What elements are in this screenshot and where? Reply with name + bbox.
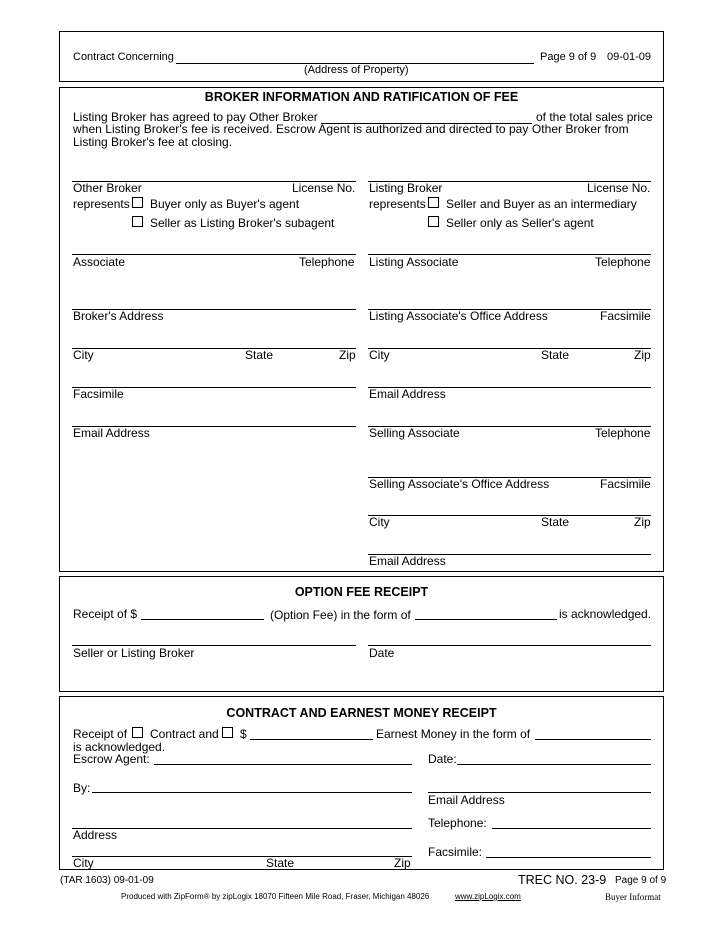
selling-city-line[interactable] [368, 515, 651, 516]
intermediary-checkbox[interactable] [428, 197, 439, 208]
associate-label: Associate [73, 255, 126, 269]
footer-page-number: Page 9 of 9 [615, 875, 667, 886]
listing-associate-label: Listing Associate [369, 255, 459, 269]
other-license-label: License No. [292, 181, 356, 195]
produced-with-text: Produced with ZipForm® by zipLogix 18070 Fifteen Mile Road, Fraser, Michigan 48026 [121, 892, 430, 901]
earnest-date-line[interactable] [457, 764, 651, 765]
earnest-zip-label: Zip [394, 856, 411, 870]
earnest-facsimile-label: Facsimile: [428, 845, 483, 859]
seller-agent-checkbox[interactable] [428, 216, 439, 227]
contract-concerning-label: Contract Concerning [73, 51, 174, 63]
option-acknowledged-label: is acknowledged. [559, 607, 652, 621]
seller-subagent-checkbox[interactable] [132, 216, 143, 227]
listing-represents-label: represents [369, 197, 426, 211]
option-fee-title: OPTION FEE RECEIPT [294, 585, 429, 599]
right-city-label: City [369, 348, 390, 362]
earnest-email-label: Email Address [428, 793, 505, 807]
earnest-telephone-line[interactable] [492, 828, 651, 829]
other-broker-label: Other Broker [73, 181, 142, 195]
tar-form-number: (TAR 1603) 09-01-09 [60, 875, 154, 886]
broker-section-title: BROKER INFORMATION AND RATIFICATION OF FEE [204, 90, 519, 104]
earnest-dollar-label: $ [240, 727, 247, 741]
selling-associate-label: Selling Associate [369, 426, 460, 440]
broker-section-box [59, 87, 664, 572]
listing-broker-label: Listing Broker [369, 181, 443, 195]
selling-city-label: City [369, 515, 390, 529]
option-amount-line[interactable] [141, 619, 264, 620]
broker-para-line2: when Listing Broker's fee is received. Escrow Agent is authorized and directed to pay Other Broker from [73, 122, 629, 136]
right-email-label: Email Address [369, 387, 446, 401]
page-number: Page 9 of 9 [540, 51, 597, 63]
broker-para-line1a: Listing Broker has agreed to pay Other Broker [73, 110, 318, 124]
escrow-agent-label: Escrow Agent: [73, 752, 150, 766]
earnest-address-label: Address [73, 828, 118, 842]
selling-email-label: Email Address [369, 554, 446, 568]
selling-facsimile-label: Facsimile [600, 477, 651, 491]
trec-form-number: TREC NO. 23-9 [518, 873, 607, 887]
contract-checkbox[interactable] [132, 727, 143, 738]
option-fee-label: (Option Fee) in the form of [270, 608, 411, 622]
buyer-agent-checkbox[interactable] [132, 197, 143, 208]
contract-and-label: Contract and [150, 727, 219, 741]
earnest-date-label: Date: [428, 752, 457, 766]
listing-office-label: Listing Associate's Office Address [369, 309, 548, 323]
buyer-agent-label: Buyer only as Buyer's agent [150, 197, 300, 211]
earnest-money-title: CONTRACT AND EARNEST MONEY RECEIPT [226, 706, 497, 720]
earnest-money-box [59, 696, 664, 870]
option-receipt-label: Receipt of $ [73, 607, 138, 621]
earnest-address-line[interactable] [72, 828, 412, 829]
left-city-line[interactable] [72, 348, 356, 349]
broker-para-line3: Listing Broker's fee at closing. [73, 135, 233, 149]
earnest-city-line[interactable] [72, 856, 412, 857]
earnest-receipt-label: Receipt of [73, 727, 128, 741]
intermediary-label: Seller and Buyer as an intermediary [446, 197, 637, 211]
brokers-address-label: Broker's Address [73, 309, 164, 323]
earnest-city-label: City [73, 856, 94, 870]
right-state-label: State [541, 348, 570, 362]
listing-facsimile-label: Facsimile [600, 309, 651, 323]
option-date-label: Date [369, 646, 395, 660]
selling-telephone-label: Telephone [595, 426, 651, 440]
left-zip-label: Zip [339, 348, 356, 362]
broker-para-line1b: of the total sales price [536, 110, 653, 124]
by-label: By: [73, 781, 91, 795]
by-signature-line[interactable] [92, 792, 412, 793]
earnest-amount-line[interactable] [250, 739, 373, 740]
option-form-line[interactable] [415, 619, 557, 620]
right-city-line[interactable] [368, 348, 651, 349]
earnest-facsimile-line[interactable] [486, 857, 651, 858]
associate-telephone-label: Telephone [299, 255, 355, 269]
selling-state-label: State [541, 515, 570, 529]
earnest-state-label: State [266, 856, 295, 870]
left-state-label: State [245, 348, 274, 362]
other-represents-label: represents [73, 197, 130, 211]
option-seller-label: Seller or Listing Broker [73, 646, 195, 660]
left-city-label: City [73, 348, 94, 362]
selling-office-label: Selling Associate's Office Address [369, 477, 550, 491]
document-name: Buyer Informat [605, 892, 661, 902]
option-date-line[interactable] [368, 645, 651, 646]
earnest-form-line[interactable] [535, 739, 651, 740]
address-caption: (Address of Property) [304, 64, 409, 76]
left-email-label: Email Address [73, 426, 150, 440]
earnest-telephone-label: Telephone: [428, 816, 487, 830]
right-zip-label: Zip [634, 348, 651, 362]
seller-agent-label: Seller only as Seller's agent [446, 216, 594, 230]
form-version: 09-01-09 [607, 51, 652, 63]
earnest-acknowledged-label: is acknowledged. [73, 740, 166, 754]
earnest-form-label: Earnest Money in the form of [376, 727, 531, 741]
left-facsimile-label: Facsimile [73, 387, 124, 401]
earnest-checkbox[interactable] [222, 727, 233, 738]
listing-license-label: License No. [587, 181, 651, 195]
seller-subagent-label: Seller as Listing Broker's subagent [150, 216, 335, 230]
escrow-agent-line[interactable] [154, 764, 412, 765]
selling-zip-label: Zip [634, 515, 651, 529]
ziplogix-link[interactable]: www.zipLogix.com [455, 892, 521, 901]
listing-telephone-label: Telephone [595, 255, 651, 269]
